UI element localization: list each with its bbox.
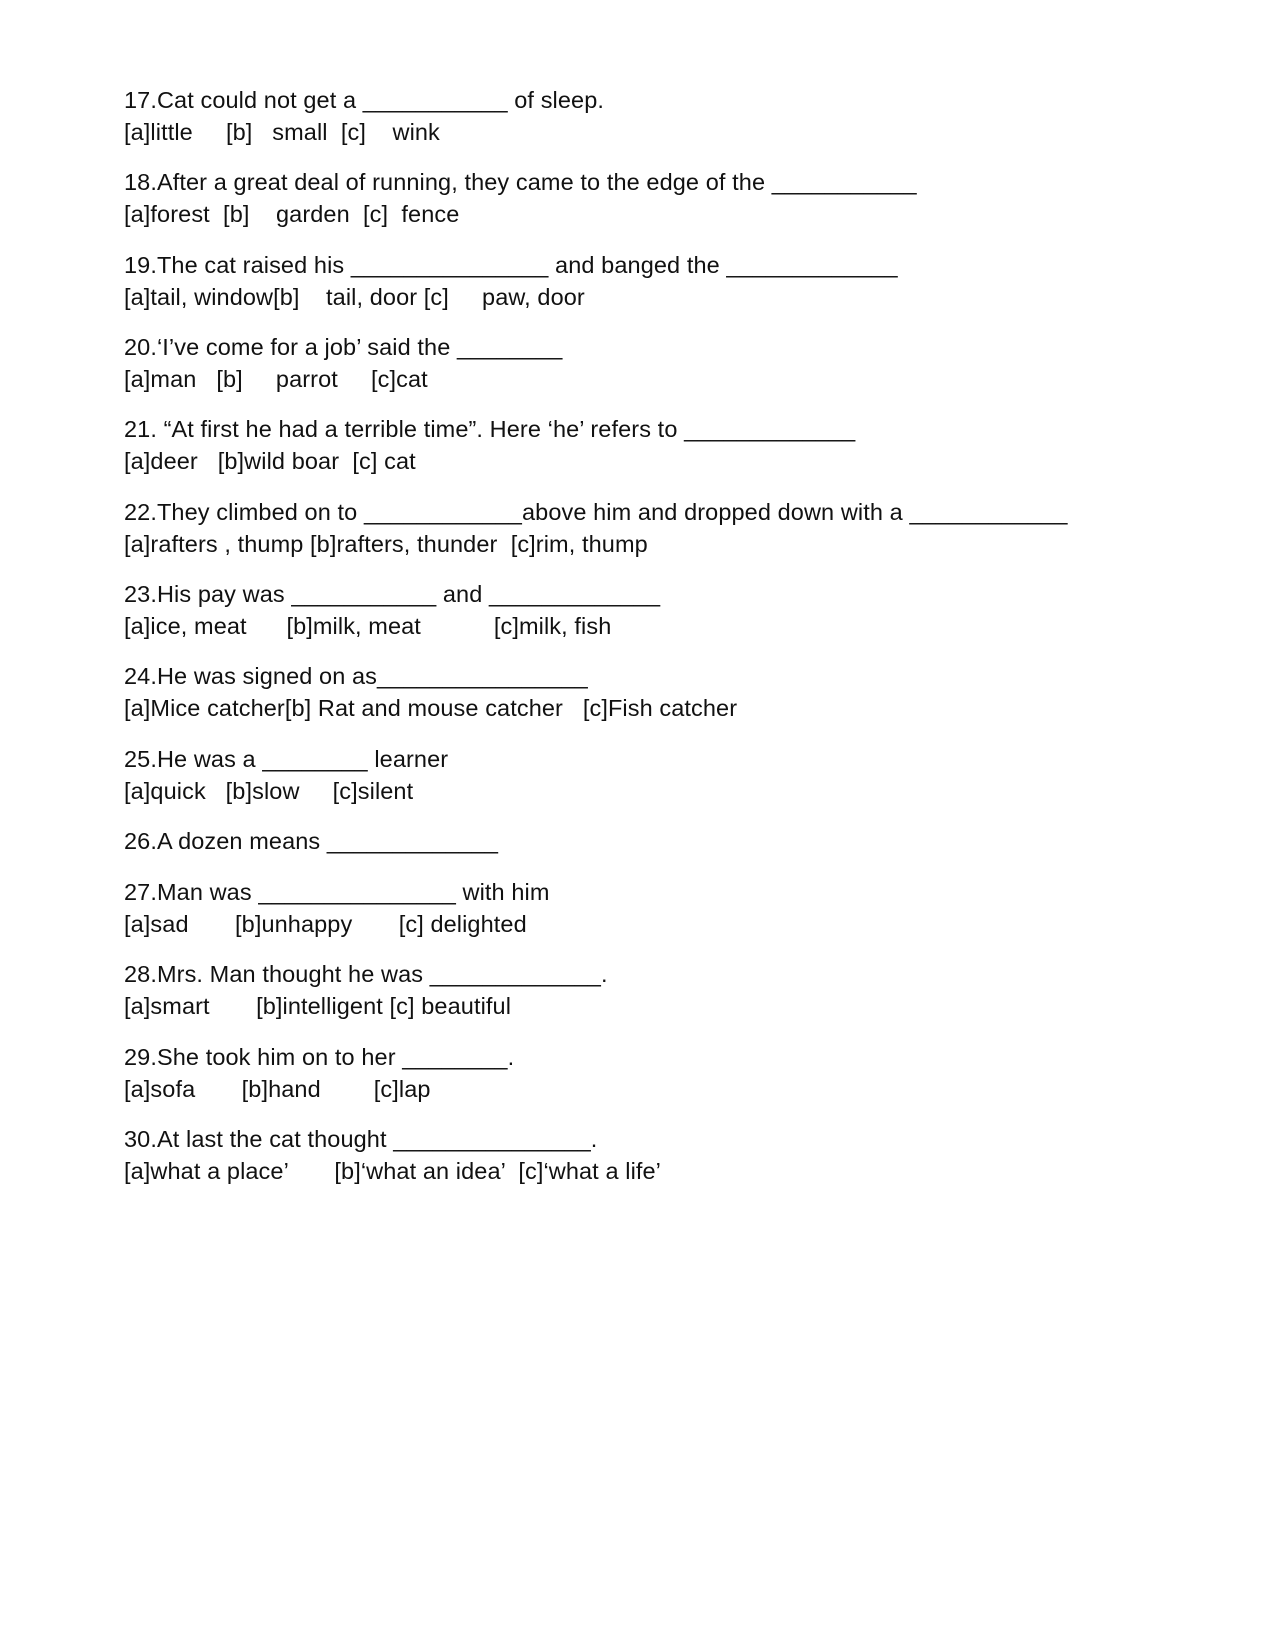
question-options: [a]sad [b]unhappy [c] delighted: [124, 911, 527, 937]
question-29: [124, 1041, 1224, 1105]
question-20: [124, 331, 1224, 395]
question-text: 24.He was signed on as________________: [124, 663, 588, 689]
question-24: [124, 660, 1224, 724]
question-30: [124, 1123, 1224, 1187]
question-27: [124, 876, 1224, 940]
question-text: 21. “At first he had a terrible time”. Here ‘he’ refers to _____________: [124, 416, 856, 442]
question-options: [a]little [b] small [c] wink: [124, 119, 440, 145]
question-22: [124, 496, 1224, 560]
question-options: [a]quick [b]slow [c]silent: [124, 778, 414, 804]
question-21: [124, 413, 1224, 477]
question-options: [a]man [b] parrot [c]cat: [124, 366, 428, 392]
question-text: 23.His pay was ___________ and _____________: [124, 581, 661, 607]
question-options: [a]what a place’ [b]‘what an idea’ [c]‘what a life’: [124, 1158, 662, 1184]
question-text: 18.After a great deal of running, they came to the edge of the ___________: [124, 169, 917, 195]
question-17: [124, 84, 1224, 148]
question-text: 19.The cat raised his _______________ and banged the _____________: [124, 252, 898, 278]
question-options: [a]rafters , thump [b]rafters, thunder [c]rim, thump: [124, 531, 648, 557]
question-text: 22.They climbed on to ____________above him and dropped down with a ____________: [124, 499, 1068, 525]
question-25: [124, 743, 1224, 807]
question-options: [a]smart [b]intelligent [c] beautiful: [124, 993, 512, 1019]
question-text: 30.At last the cat thought _______________.: [124, 1126, 598, 1152]
question-text: 25.He was a ________ learner: [124, 746, 449, 772]
question-options: [a]deer [b]wild boar [c] cat: [124, 448, 416, 474]
question-23: [124, 578, 1224, 642]
question-text: 20.‘I’ve come for a job’ said the ________: [124, 334, 563, 360]
question-options: [a]tail, window[b] tail, door [c] paw, door: [124, 284, 585, 310]
question-text: 17.Cat could not get a ___________ of sleep.: [124, 87, 604, 113]
question-26: [124, 825, 1224, 857]
question-19: [124, 249, 1224, 313]
question-text: 28.Mrs. Man thought he was _____________.: [124, 961, 608, 987]
question-text: 27.Man was _______________ with him: [124, 879, 550, 905]
question-options: [a]ice, meat [b]milk, meat [c]milk, fish: [124, 613, 612, 639]
question-options: [a]forest [b] garden [c] fence: [124, 201, 460, 227]
question-options: [a]Mice catcher[b] Rat and mouse catcher [c]Fish catcher: [124, 695, 738, 721]
question-28: [124, 958, 1224, 1022]
question-18: [124, 166, 1224, 230]
question-options: [a]sofa [b]hand [c]lap: [124, 1076, 431, 1102]
question-text: 29.She took him on to her ________.: [124, 1044, 515, 1070]
question-text: 26.A dozen means _____________: [124, 828, 499, 854]
